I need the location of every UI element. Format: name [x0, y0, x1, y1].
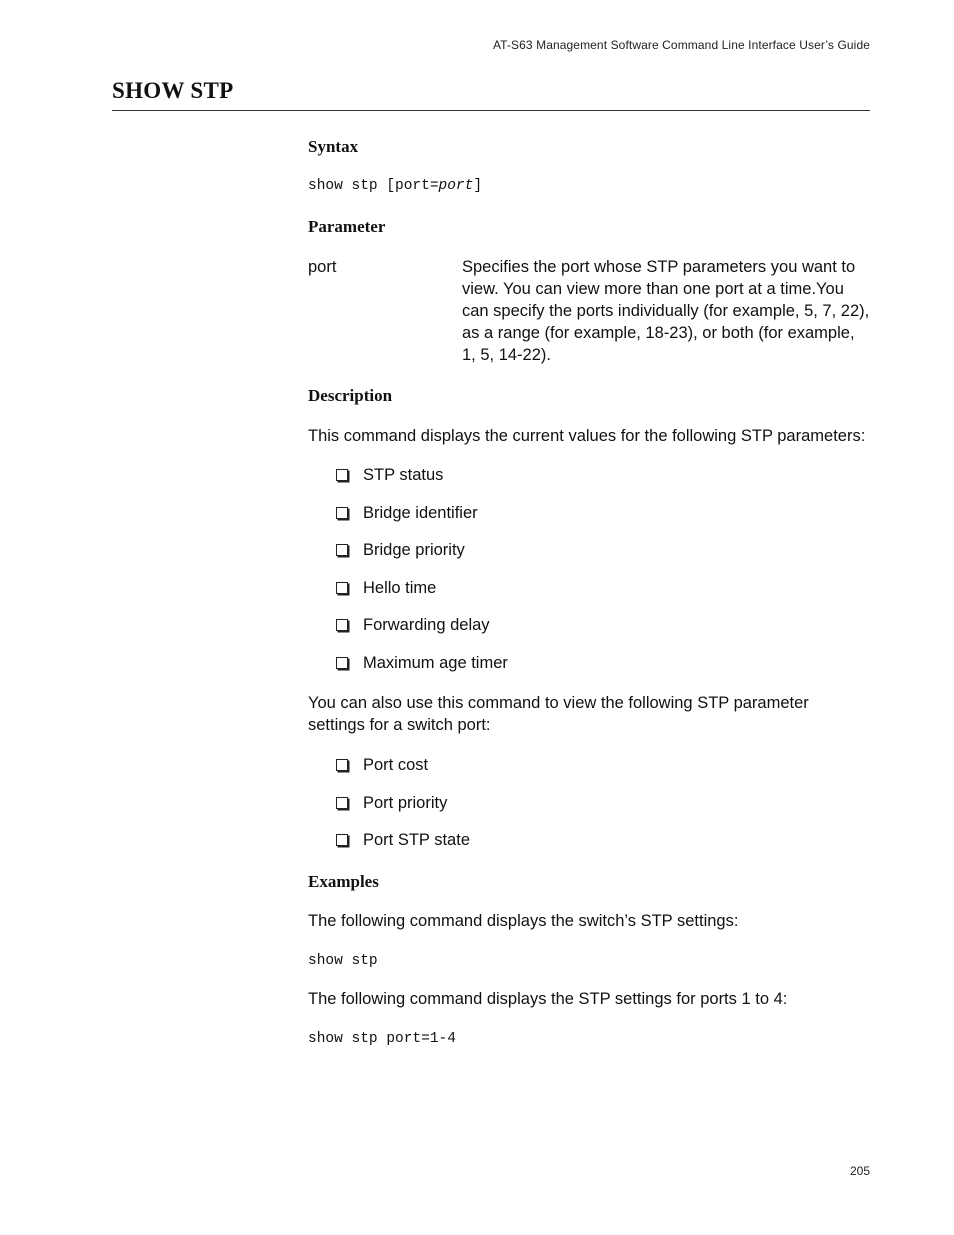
list-item: Port priority	[336, 792, 870, 814]
list-item: Hello time	[336, 577, 870, 599]
syntax-command	[308, 175, 870, 197]
syntax-command-prefix: show stp [port=	[308, 178, 439, 194]
list-item: Port STP state	[336, 829, 870, 851]
checkbox-bullet-icon	[336, 544, 348, 556]
running-header: AT-S63 Management Software Command Line Interface User’s Guide	[492, 38, 870, 52]
section-title: SHOW STP	[112, 78, 234, 103]
checkbox-bullet-icon	[336, 469, 348, 481]
checkbox-bullet-icon	[336, 507, 348, 519]
example-2-text: The following command displays the STP settings for ports 1 to 4:	[308, 990, 788, 1009]
port-settings-intro: You can also use this command to view the following STP parameter settings for a switch port:	[308, 693, 809, 734]
description-intro: This command displays the current values for the following STP parameters:	[308, 427, 866, 445]
example-1-text: The following command displays the switch’s STP settings:	[308, 912, 739, 931]
list-item: Maximum age timer	[336, 652, 870, 674]
examples-heading: Examples	[308, 872, 379, 892]
list-item: Bridge identifier	[336, 502, 870, 524]
port-parameter-list	[308, 754, 870, 851]
list-item: Port cost	[336, 754, 870, 776]
checkbox-bullet-icon	[336, 619, 348, 631]
checkbox-bullet-icon	[336, 582, 348, 594]
syntax-command-suffix: ]	[473, 178, 483, 194]
parameter-heading: Parameter	[308, 217, 386, 236]
parameter-description: Specifies the port whose STP parameters you want to view. You can view more than one port at a time.You can specify the ports individually (for example, 5, 7, 22), as a range (for example, 18-23), or both (for example, 1, 5, 14-22).	[462, 258, 870, 364]
syntax-command-arg: port	[438, 178, 474, 194]
example-1-code: show stp	[308, 953, 378, 970]
checkbox-bullet-icon	[336, 797, 348, 809]
checkbox-bullet-icon	[336, 834, 348, 846]
syntax-heading: Syntax	[308, 137, 359, 156]
description-heading: Description	[308, 386, 393, 405]
page-number: 205	[849, 1164, 870, 1178]
parameter-name: port	[308, 258, 337, 276]
stp-parameter-list	[308, 464, 870, 674]
checkbox-bullet-icon	[336, 759, 348, 771]
list-item: STP status	[336, 464, 870, 486]
title-rule	[112, 110, 870, 111]
list-item: Forwarding delay	[336, 614, 870, 636]
list-item: Bridge priority	[336, 539, 870, 561]
example-2-code: show stp port=1-4	[308, 1031, 456, 1048]
parameter-row	[308, 256, 870, 366]
checkbox-bullet-icon	[336, 657, 348, 669]
content-body	[308, 136, 870, 1050]
